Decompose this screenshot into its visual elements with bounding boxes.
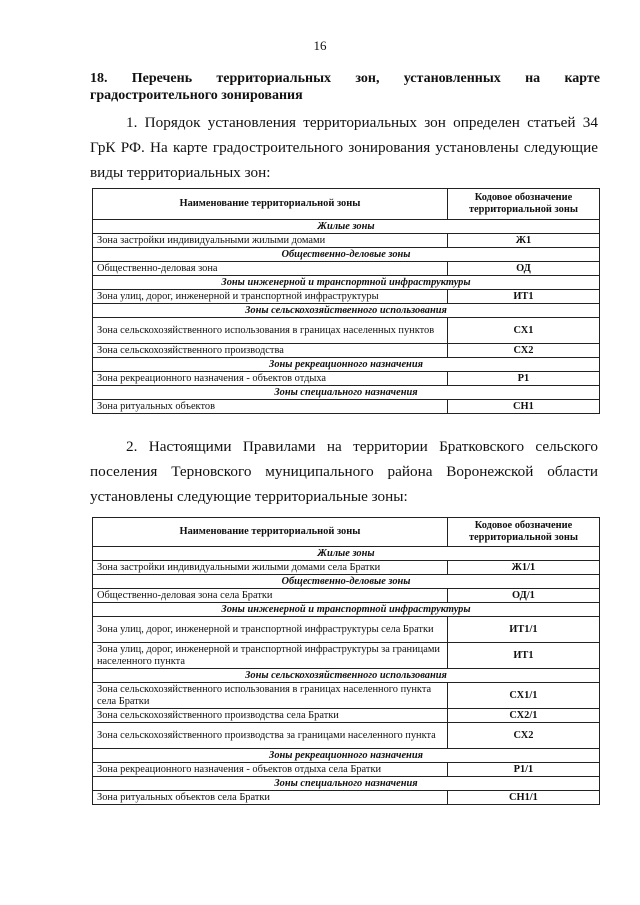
zone-group-row [93,304,600,318]
zone-code-cell: СН1 [447,400,599,414]
zone-name-cell: Зона рекреационного назначения - объектов отдыха села Братки [93,763,448,777]
zone-code-cell: ИТ1/1 [447,617,599,643]
table-row [93,344,600,358]
zone-group-title: Зоны специального назначения [93,777,600,791]
zone-name-cell: Зона улиц, дорог, инженерной и транспортной инфраструктуры [93,290,448,304]
table-row [93,723,600,749]
zone-code-cell: СХ1 [447,318,599,344]
zone-group-title: Зоны инженерной и транспортной инфраструктуры [93,276,600,290]
page-number: 16 [313,38,327,53]
zone-code-cell: Ж1/1 [447,561,599,575]
table-row [93,262,600,276]
zone-code-cell: СХ2 [447,344,599,358]
table-row [93,617,600,643]
table-row [93,589,600,603]
zone-code-cell: Ж1 [447,234,599,248]
zone-code-cell: СХ2 [447,723,599,749]
table-row [93,791,600,805]
zone-code-cell: Р1/1 [447,763,599,777]
paragraph-1-text: 1. Порядок установления территориальных зон определен статьей 34 ГрК РФ. На карте градостроительного зонирования установлены следующие виды территориальных зон: [90,114,598,181]
zone-group-row [93,386,600,400]
zone-name-cell: Общественно-деловая зона села Братки [93,589,448,603]
zone-group-row [93,547,600,561]
table-row [93,234,600,248]
table-row [93,318,600,344]
zone-name-cell: Зона рекреационного назначения - объектов отдыха [93,372,448,386]
zone-group-row [93,358,600,372]
zone-name-cell: Общественно-деловая зона [93,262,448,276]
zone-code-cell: СХ1/1 [447,683,599,709]
zones-table-bratki-body [93,547,600,805]
zone-group-row [93,603,600,617]
zone-group-row [93,220,600,234]
zone-name-cell: Зона застройки индивидуальными жилыми домами села Братки [93,561,448,575]
paragraph-2-text: 2. Настоящими Правилами на территории Братковского сельского поселения Терновского муниципального района Воронежской области установлены следующие территориальные зоны: [90,438,598,505]
zone-group-title: Общественно-деловые зоны [93,575,600,589]
zone-name-cell: Зона сельскохозяйственного использования в границах населенных пунктов [93,318,448,344]
table-header-row [93,518,600,547]
zone-code-cell: Р1 [447,372,599,386]
zone-name-cell: Зона улиц, дорог, инженерной и транспортной инфраструктуры за границами населенного пункта [93,643,448,669]
table-row [93,290,600,304]
zone-group-title: Жилые зоны [93,547,600,561]
table-row [93,763,600,777]
zone-group-title: Общественно-деловые зоны [93,248,600,262]
zone-name-cell: Зона ритуальных объектов села Братки [93,791,448,805]
zone-group-row [93,248,600,262]
zone-name-cell: Зона сельскохозяйственного производства [93,344,448,358]
zone-group-title: Жилые зоны [93,220,600,234]
header-zone-code: Кодовое обозначение территориальной зоны [447,518,599,547]
header-zone-code: Кодовое обозначение территориальной зоны [447,189,599,220]
zone-name-cell: Зона улиц, дорог, инженерной и транспортной инфраструктуры села Братки [93,617,448,643]
paragraph-1 [90,110,598,185]
table-row [93,709,600,723]
table-row [93,683,600,709]
zone-group-title: Зоны рекреационного назначения [93,749,600,763]
zone-group-title: Зоны инженерной и транспортной инфраструктуры [93,603,600,617]
zone-group-row [93,575,600,589]
zones-table-general [92,188,600,414]
zone-code-cell: СН1/1 [447,791,599,805]
table-row [93,643,600,669]
zone-group-title: Зоны рекреационного назначения [93,358,600,372]
zones-table-bratki [92,517,600,805]
zone-group-row [93,777,600,791]
table-row [93,400,600,414]
zone-group-row [93,276,600,290]
zone-group-row [93,669,600,683]
zone-group-title: Зоны специального назначения [93,386,600,400]
table-row [93,372,600,386]
zone-name-cell: Зона сельскохозяйственного производства за границами населенного пункта [93,723,448,749]
zone-name-cell: Зона застройки индивидуальными жилыми домами [93,234,448,248]
zone-group-row [93,749,600,763]
zone-group-title: Зоны сельскохозяйственного использования [93,669,600,683]
zone-name-cell: Зона сельскохозяйственного использования в границах населенного пункта села Братки [93,683,448,709]
zone-name-cell: Зона сельскохозяйственного производства села Братки [93,709,448,723]
zones-table-general-body [93,220,600,414]
paragraph-2 [90,434,598,509]
zone-code-cell: ИТ1 [447,290,599,304]
table-row [93,561,600,575]
header-zone-name: Наименование территориальной зоны [93,189,448,220]
table-header-row [93,189,600,220]
header-zone-name: Наименование территориальной зоны [93,518,448,547]
zone-code-cell: СХ2/1 [447,709,599,723]
zone-group-title: Зоны сельскохозяйственного использования [93,304,600,318]
section-heading: 18. Перечень территориальных зон, установленных на карте градостроительного зонирования [90,71,600,103]
zone-code-cell: ОД [447,262,599,276]
zone-code-cell: ИТ1 [447,643,599,669]
zone-name-cell: Зона ритуальных объектов [93,400,448,414]
zone-code-cell: ОД/1 [447,589,599,603]
